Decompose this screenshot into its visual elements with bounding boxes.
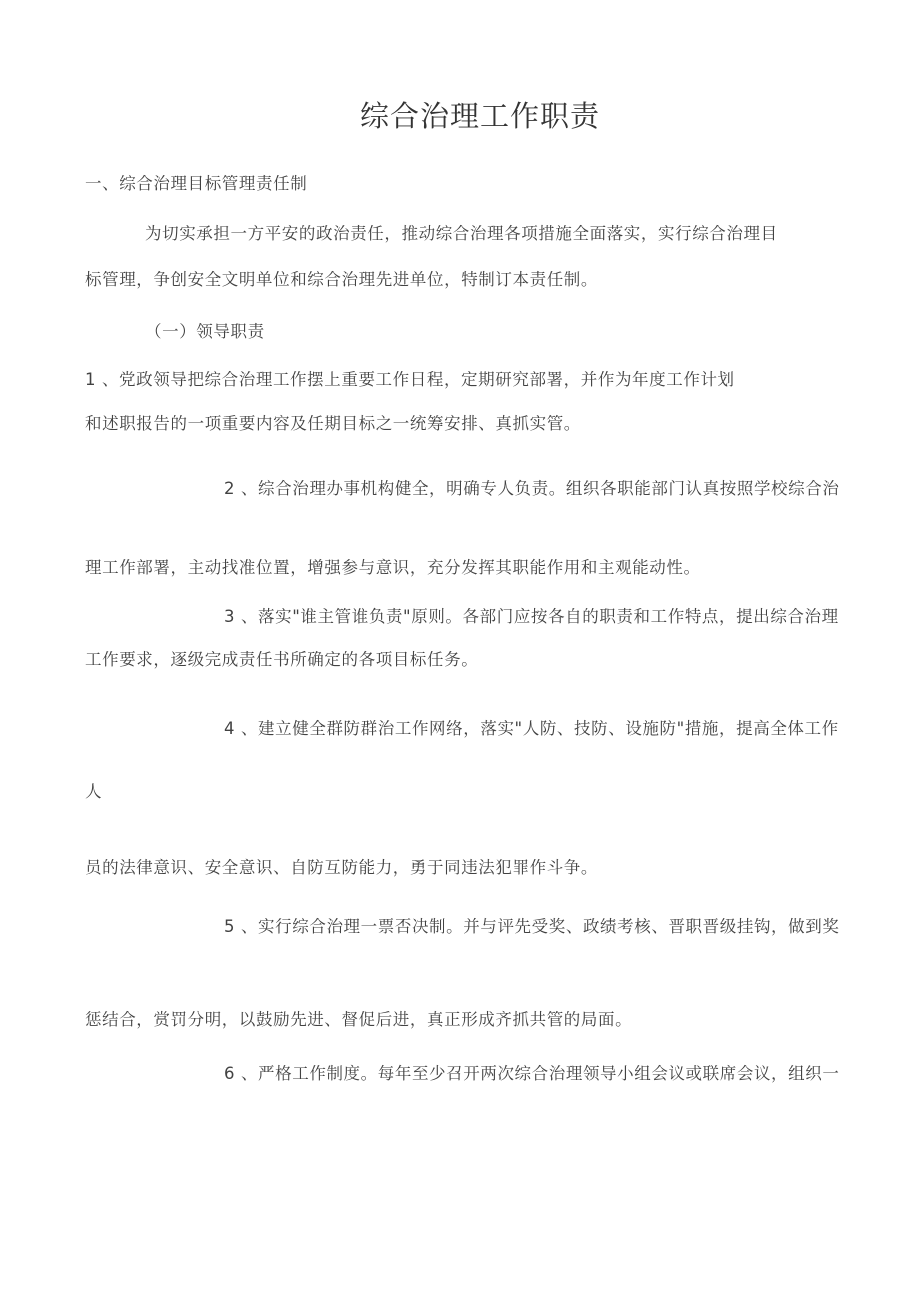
list-item-5-line-2: 惩结合，赏罚分明，以鼓励先进、督促后进，真正形成齐抓共管的局面。 [85,1010,633,1029]
subsection-heading-1: （一）领导职责 [145,322,265,341]
list-item-4-line-2: 人 [85,782,103,801]
list-item-6-line-1: 6 、严格工作制度。每年至少召开两次综合治理领导小组会议或联席会议，组织一 [224,1064,840,1083]
list-item-1-line-1: 1 、党政领导把综合治理工作摆上重要工作日程，定期研究部署，并作为年度工作计划 [85,370,735,389]
page-title: 综合治理工作职责 [359,99,600,133]
paragraph-intro-line-2: 标管理，争创安全文明单位和综合治理先进单位，特制订本责任制。 [85,270,598,289]
list-item-1-line-2: 和述职报告的一项重要内容及任期目标之一统筹安排、真抓实管。 [85,414,581,433]
list-item-3-line-2: 工作要求，逐级完成责任书所确定的各项目标任务。 [85,650,479,669]
list-item-2-line-1: 2 、综合治理办事机构健全，明确专人负责。组织各职能部门认真按照学校综合治 [224,479,840,498]
list-item-4-line-3: 员的法律意识、安全意识、自防互防能力，勇于同违法犯罪作斗争。 [85,858,598,877]
list-item-2-line-2: 理工作部署，主动找准位置，增强参与意识，充分发挥其职能作用和主观能动性。 [85,558,701,577]
list-item-4-line-1: 4 、建立健全群防群治工作网络，落实"人防、技防、设施防"措施，提高全体工作 [224,719,839,738]
list-item-5-line-1: 5 、实行综合治理一票否决制。并与评先受奖、政绩考核、晋职晋级挂钩，做到奖 [224,917,840,936]
list-item-3-line-1: 3 、落实"谁主管谁负责"原则。各部门应按各自的职责和工作特点，提出综合治理 [224,607,839,626]
paragraph-intro-line-1: 为切实承担一方平安的政治责任，推动综合治理各项措施全面落实，实行综合治理目 [145,224,778,243]
section-heading-1: 一、综合治理目标管理责任制 [85,174,308,193]
